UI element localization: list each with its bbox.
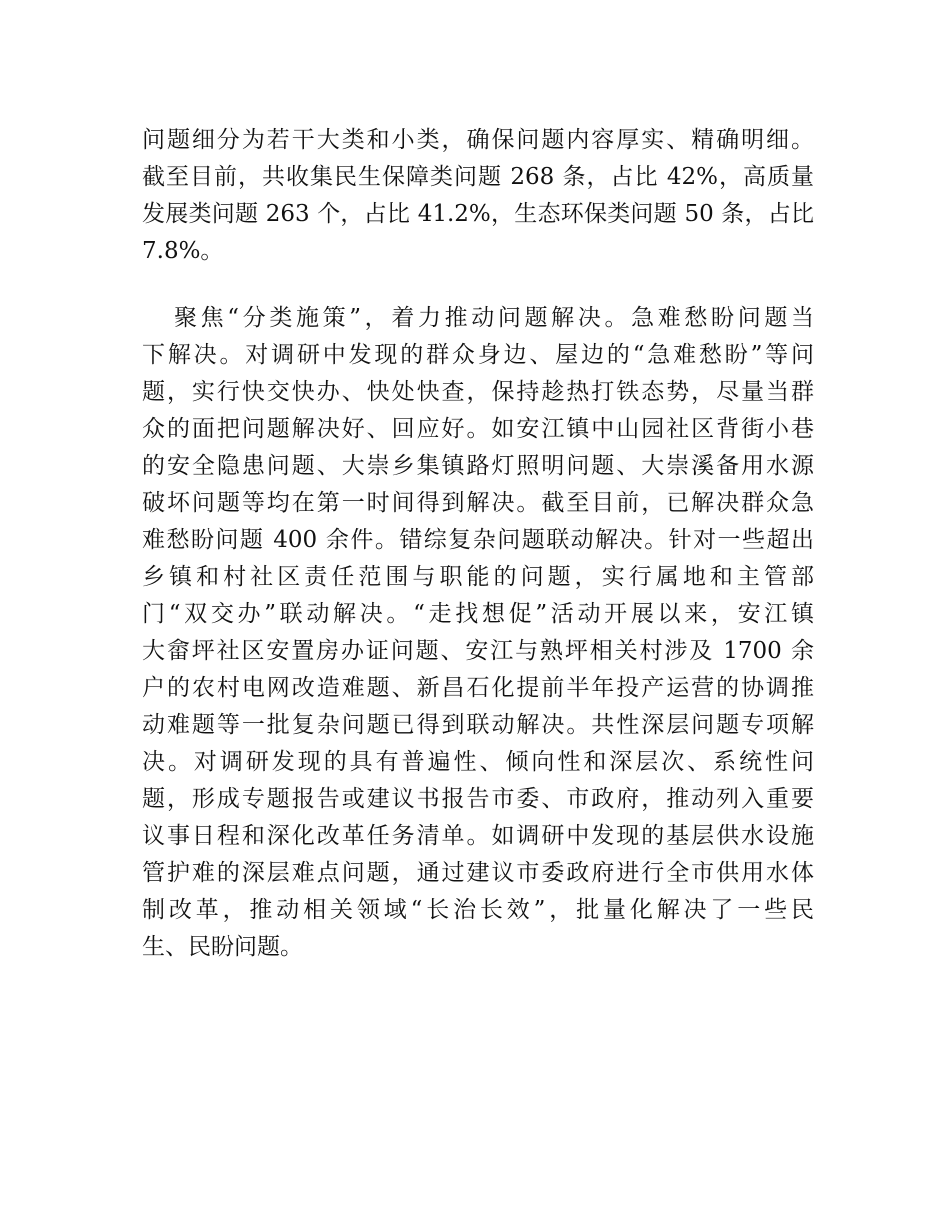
text-line: 7.8%。: [142, 238, 224, 264]
text-line: 门“双交办”联动解决。“走找想促”活动开展以来，安江镇: [142, 601, 814, 627]
text-line: 破坏问题等均在第一时间得到解决。截至目前，已解决群众急: [142, 490, 814, 516]
text-line: 乡镇和村社区责任范围与职能的问题，实行属地和主管部: [142, 564, 814, 590]
text-line: 动难题等一批复杂问题已得到联动解决。共性深层问题专项解: [142, 712, 814, 738]
text-line: 生、民盼问题。: [142, 934, 303, 960]
text-line: 问题细分为若干大类和小类，确保问题内容厚实、精确明细。: [142, 127, 814, 153]
text-line: 题，实行快交快办、快处快查，保持趁热打铁态势，尽量当群: [142, 379, 814, 405]
text-line: 下解决。对调研中发现的群众身边、屋边的“急难愁盼”等问: [142, 342, 814, 368]
text-line: 制改革，推动相关领域“长治长效”，批量化解决了一些民: [142, 897, 814, 923]
text-line: 众的面把问题解决好、回应好。如安江镇中山园社区背街小巷: [142, 416, 814, 442]
text-line: 的安全隐患问题、大崇乡集镇路灯照明问题、大崇溪备用水源: [142, 453, 814, 479]
paragraph-problem-solving: [142, 300, 814, 966]
text-line: 难愁盼问题 400 余件。错综复杂问题联动解决。针对一些超出: [142, 527, 814, 553]
text-line-first: 聚焦“分类施策”，着力推动问题解决。急难愁盼问题当: [174, 305, 814, 331]
text-line: 管护难的深层难点问题，通过建议市委政府进行全市供用水体: [142, 860, 814, 886]
text-line: 大畲坪社区安置房办证问题、安江与熟坪相关村涉及 1700 余: [142, 638, 814, 664]
text-line: 户的农村电网改造难题、新昌石化提前半年投产运营的协调推: [142, 675, 814, 701]
text-line: 题，形成专题报告或建议书报告市委、市政府，推动列入重要: [142, 786, 814, 812]
text-line: 决。对调研发现的具有普遍性、倾向性和深层次、系统性问: [142, 749, 814, 775]
text-line: 发展类问题 263 个，占比 41.2%，生态环保类问题 50 条，占比: [142, 201, 814, 227]
paragraph-statistics: [142, 122, 814, 270]
text-line: 议事日程和深化改革任务清单。如调研中发现的基层供水设施: [142, 823, 814, 849]
text-line: 截至目前，共收集民生保障类问题 268 条，占比 42%，高质量: [142, 164, 814, 190]
